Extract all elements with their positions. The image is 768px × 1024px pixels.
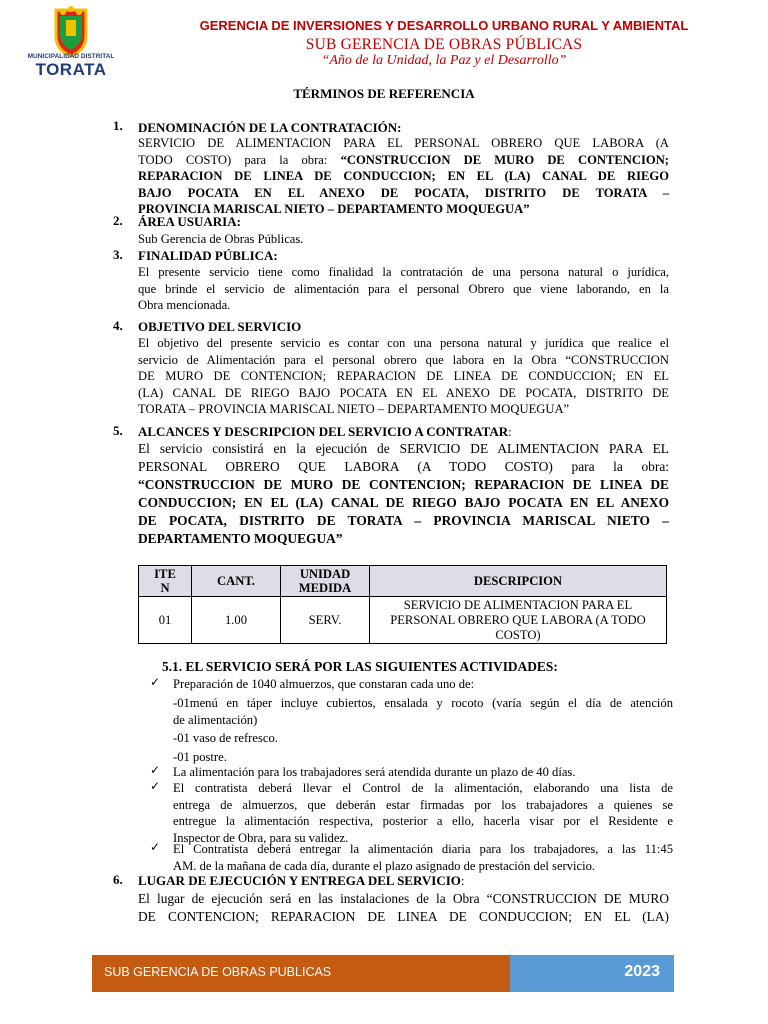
bullet-1: Preparación de 1040 almuerzos, que constaran cada uno de: — [173, 677, 475, 691]
section-4-heading: OBJETIVO DEL SERVICIO — [138, 319, 302, 334]
cell-quantity: 1.00 — [192, 597, 281, 644]
bullet-2: La alimentación para los trabajadores será atendida durante un plazo de 40 días. — [173, 765, 576, 779]
table-row — [139, 597, 667, 644]
logo-caption: MUNICIPALIDAD DISTRITAL — [27, 53, 115, 60]
section-3-body: El presente servicio tiene como finalidad la contratación de una persona natural o jurídica, que brinde el servicio de alimentación para el personal Obrero que viene laborando, en la Obra mencionada. — [138, 265, 669, 313]
check-icon: ✓ — [150, 779, 161, 793]
items-table — [138, 565, 667, 644]
section-5-body: El servicio consistirá en la ejecución de SERVICIO DE ALIMENTACION PARA EL PERSONAL OBRERO QUE LABORA (A TODO COSTO) para la obra: “CONSTRUCCION DE MURO DE CONTENCION; REPARACION DE LINEA DE CONDUCCION; EN EL (LA) CANAL DE RIEGO BAJO POCATA EN EL ANEXO DE POCATA, DISTRITO DE TORATA – PROVINCIA MARISCAL NIETO – DEPARTAMENTO MOQUEGUA” — [138, 441, 669, 546]
footer-year: 2023 — [624, 963, 660, 980]
col-description: DESCRIPCION — [370, 566, 667, 597]
section-6-number: 6. — [113, 872, 123, 887]
bullet-3: El contratista deberá llevar el Control de la alimentación, elaborando una lista de entrega de almuerzos, que deberán estar firmadas por los trabajadores a quienes se entregue la alimentación respectiva, posterior a ello, hacerla visar por el Residente e Inspector de Obra, para su validez. — [173, 781, 673, 845]
header-motto: “Año de la Unidad, la Paz y el Desarrollo” — [321, 53, 567, 68]
col-quantity: CANT. — [192, 566, 281, 597]
section-2-text: Sub Gerencia de Obras Públicas. — [138, 232, 304, 246]
header-line-2: SUB GERENCIA DE OBRAS PÚBLICAS — [305, 36, 583, 53]
section-4-body: El objetivo del presente servicio es contar con una persona natural y jurídica que realice el servicio de Alimentación para el personal obrero que labora en la Obra “CONSTRUCCION DE MURO DE CONTENCION; REPARACION DE LINEA DE CONDUCCION; EN EL (LA) CANAL DE RIEGO BAJO POCATA EN EL ANEXO DE POCATA, DISTRITO DE TORATA – PROVINCIA MARISCAL NIETO – DEPARTAMENTO MOQUEGUA” — [138, 336, 669, 417]
section-1-number: 1. — [113, 118, 123, 133]
logo-name: TORATA — [35, 60, 107, 79]
cell-item: 01 — [139, 597, 192, 644]
check-icon: ✓ — [150, 763, 161, 777]
section-3-heading: FINALIDAD PÚBLICA: — [138, 248, 278, 263]
section-2-number: 2. — [113, 213, 123, 228]
bullet-1-details: -01menú en táper incluye cubiertos, ensalada y rocoto (varía según el día de atención de alimentación) -01 vaso de refresco. -01 postre. — [173, 696, 673, 764]
section-5-heading: ALCANCES Y DESCRIPCION DEL SERVICIO A CONTRATAR: — [138, 424, 512, 439]
footer-text: SUB GERENCIA DE OBRAS PUBLICAS — [104, 965, 332, 979]
check-icon: ✓ — [150, 840, 161, 854]
check-icon: ✓ — [150, 675, 161, 689]
subsection-5-1-heading: 5.1. EL SERVICIO SERÁ POR LAS SIGUIENTES ACTIVIDADES: — [162, 659, 558, 674]
bullet-4: El Contratista deberá entregar la alimentación diaria para los trabajadores, a las 11:45 AM. de la mañana de cada día, durante el plazo asignado de prestación del servicio. — [173, 842, 673, 873]
section-2-heading: ÁREA USUARIA: — [138, 214, 241, 229]
section-1-body: SERVICIO DE ALIMENTACION PARA EL PERSONAL OBRERO QUE LABORA (A TODO COSTO) para la obra: “CONSTRUCCION DE MURO DE CONTENCION; REPARACION DE LINEA DE CONDUCCION; EN EL (LA) CANAL DE RIEGO BAJO POCATA EN EL ANEXO DE POCATA, DISTRITO DE TORATA – PROVINCIA MARISCAL NIETO – DEPARTAMENTO MOQUEGUA” — [138, 136, 669, 217]
section-1-heading: DENOMINACIÓN DE LA CONTRATACIÓN: — [138, 120, 402, 135]
section-6-heading: LUGAR DE EJECUCIÓN Y ENTREGA DEL SERVICIO: — [138, 873, 465, 888]
cell-description: SERVICIO DE ALIMENTACION PARA EL PERSONAL OBRERO QUE LABORA (A TODO COSTO) — [370, 597, 667, 644]
section-5-number: 5. — [113, 423, 123, 438]
col-unit: UNIDAD MEDIDA — [281, 566, 370, 597]
col-item: ITE N — [139, 566, 192, 597]
header-line-1: GERENCIA DE INVERSIONES Y DESARROLLO URBANO RURAL Y AMBIENTAL — [199, 18, 689, 33]
section-4-number: 4. — [113, 318, 123, 333]
footer-bar — [92, 955, 674, 992]
table-header-row — [139, 566, 667, 597]
section-6-body: El lugar de ejecución será en las instalaciones de la Obra “CONSTRUCCION DE MURO DE CONTENCION; REPARACION DE LINEA DE CONDUCCION; EN EL (LA) — [138, 891, 669, 924]
cell-unit: SERV. — [281, 597, 370, 644]
section-3-number: 3. — [113, 247, 123, 262]
document-title: TÉRMINOS DE REFERENCIA — [293, 86, 475, 101]
